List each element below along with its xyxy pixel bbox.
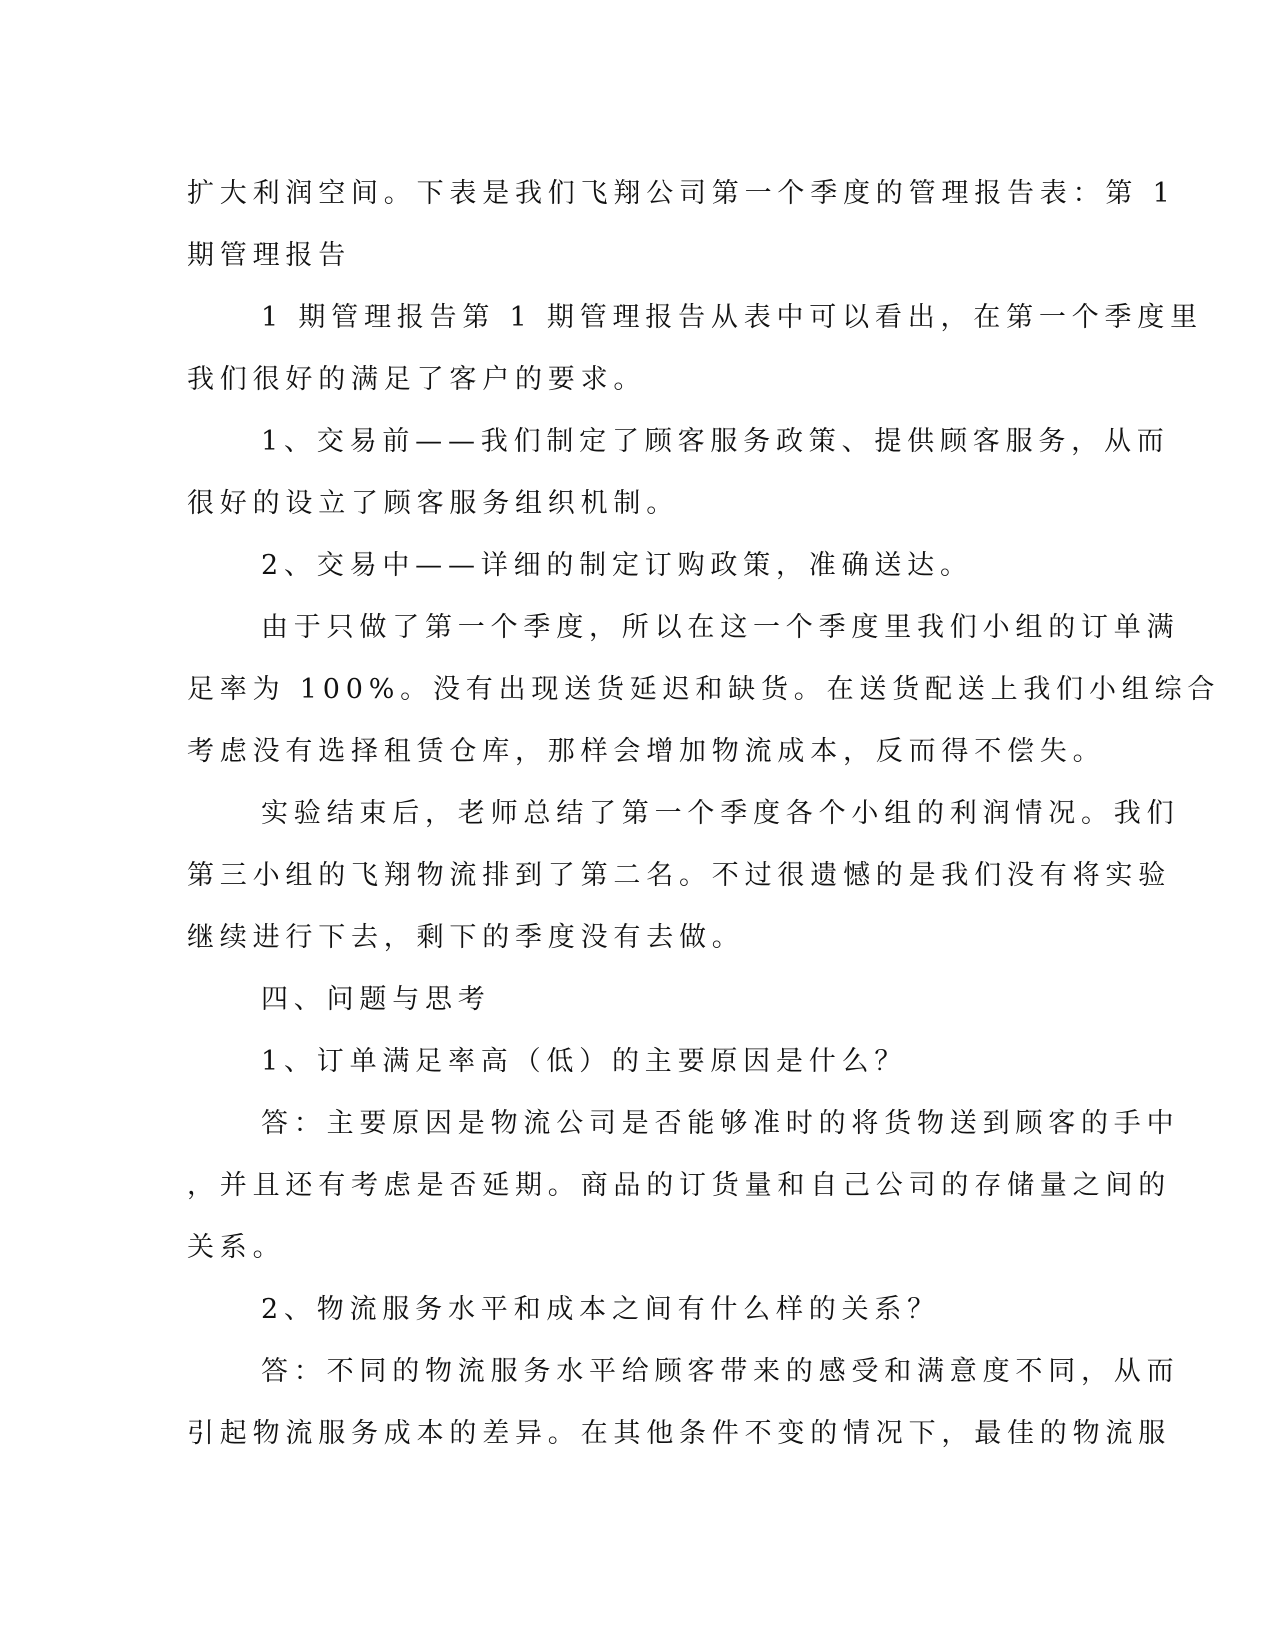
question-text: 2、物流服务水平和成本之间有什么样的关系？ — [261, 1294, 940, 1325]
text-line: 扩大利润空间。下表是我们飞翔公司第一个季度的管理报告表：第 1 — [187, 178, 1176, 209]
text-line: 1、交易前——我们制定了顾客服务政策、提供顾客服务，从而 — [261, 426, 1170, 457]
text-line: 很好的设立了顾客服务组织机制。 — [187, 488, 679, 519]
text-line: 期管理报告 — [187, 240, 351, 271]
text-line: 1 期管理报告第 1 期管理报告从表中可以看出，在第一个季度里 — [261, 302, 1203, 333]
text-line: 2、交易中——详细的制定订购政策，准确送达。 — [261, 550, 973, 581]
section-heading: 四、问题与思考 — [261, 984, 491, 1015]
text-line: 继续进行下去，剩下的季度没有去做。 — [187, 922, 745, 953]
answer-text: 关系。 — [187, 1232, 286, 1263]
answer-text: 答：不同的物流服务水平给顾客带来的感受和满意度不同，从而 — [261, 1356, 1180, 1387]
text-line: 足率为 100%。没有出现送货延迟和缺货。在送货配送上我们小组综合 — [187, 674, 1221, 705]
answer-text: 引起物流服务成本的差异。在其他条件不变的情况下，最佳的物流服 — [187, 1418, 1171, 1449]
answer-text: ，并且还有考虑是否延期。商品的订货量和自己公司的存储量之间的 — [187, 1170, 1171, 1201]
text-line: 实验结束后，老师总结了第一个季度各个小组的利润情况。我们 — [261, 798, 1180, 829]
answer-text: 答：主要原因是物流公司是否能够准时的将货物送到顾客的手中 — [261, 1108, 1180, 1139]
text-line: 第三小组的飞翔物流排到了第二名。不过很遗憾的是我们没有将实验 — [187, 860, 1171, 891]
text-line: 我们很好的满足了客户的要求。 — [187, 364, 647, 395]
body-text — [187, 163, 1221, 1465]
text-line: 考虑没有选择租赁仓库，那样会增加物流成本，反而得不偿失。 — [187, 736, 1106, 767]
question-text: 1、订单满足率高（低）的主要原因是什么？ — [261, 1046, 908, 1077]
text-line: 由于只做了第一个季度，所以在这一个季度里我们小组的订单满 — [261, 612, 1180, 643]
